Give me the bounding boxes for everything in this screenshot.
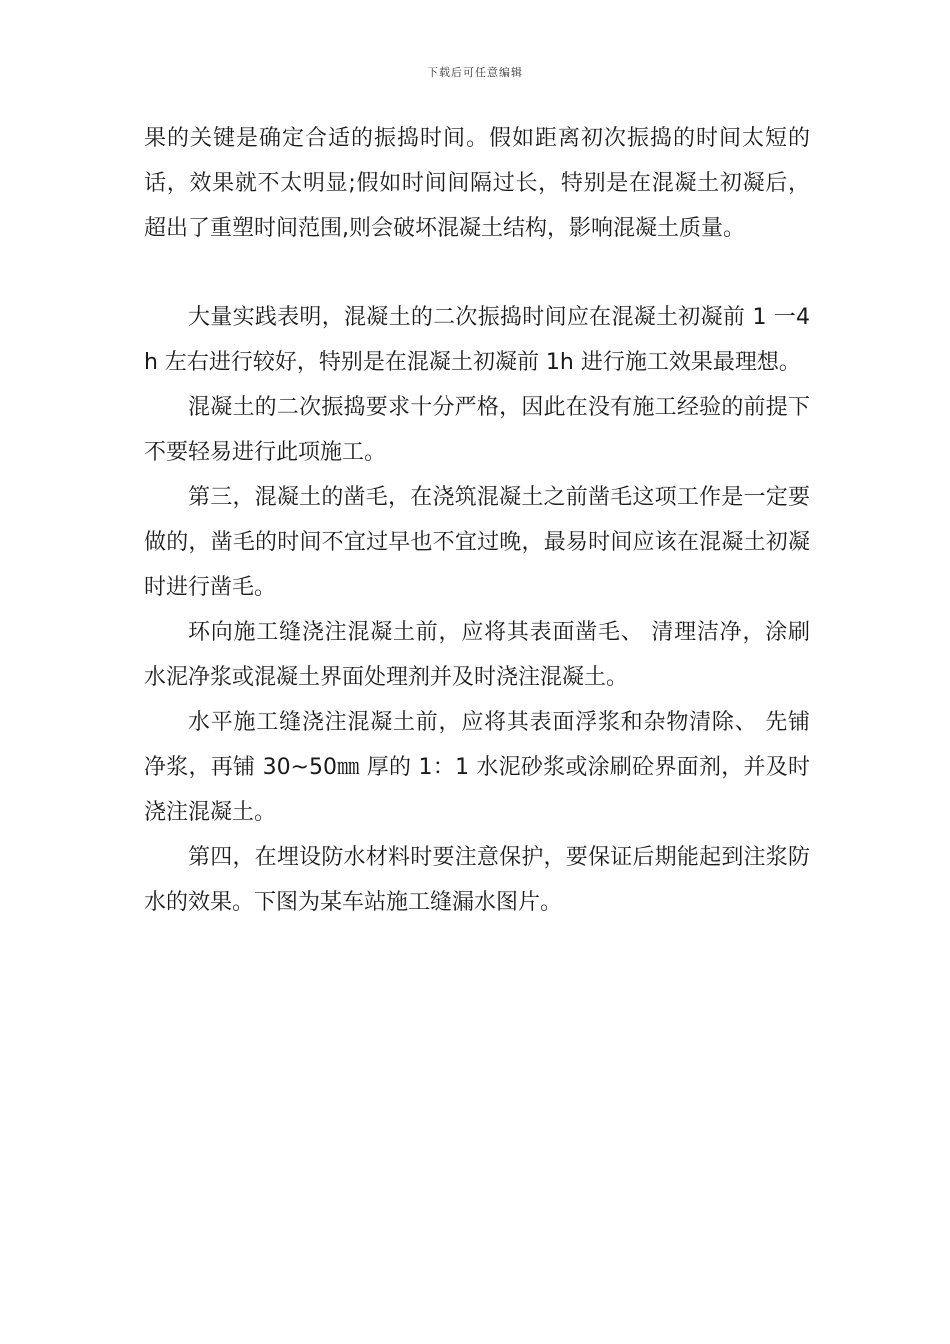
paragraph-third-roughening: 第三，混凝土的凿毛，在浇筑混凝土之前凿毛这项工作是一定要做的，凿毛的时间不宜过早也不宜过晚，最易时间应该在混凝土初凝时进行凿毛。 — [144, 485, 810, 600]
document-body — [144, 116, 810, 925]
paragraph-fourth-protection: 第四，在埋设防水材料时要注意保护，要保证后期能起到注浆防水的效果。下图为某车站施工缝漏水图片。 — [144, 845, 810, 915]
paragraph-horizontal-joint: 水平施工缝浇注混凝土前，应将其表面浮浆和杂物清除、 先铺净浆，再铺 30~50㎜ 厚的 1：1 水泥砂浆或涂刷砼界面剂，并及时浇注混凝土。 — [144, 710, 810, 825]
paragraph-circumferential-joint: 环向施工缝浇注混凝土前，应将其表面凿毛、 清理洁净，涂刷水泥净浆或混凝土界面处理剂并及时浇注混凝土。 — [144, 620, 810, 690]
page-header: 下载后可任意编辑 — [427, 66, 523, 79]
paragraph-practice-results: 大量实践表明，混凝土的二次振捣时间应在混凝土初凝前 1 一4h 左右进行较好，特别是在混凝土初凝前 1h 进行施工效果最理想。 — [144, 305, 810, 375]
paragraph-vibration-timing: 果的关键是确定合适的振捣时间。假如距离初次振捣的时间太短的话，效果就不太明显;假如时间间隔过长，特别是在混凝土初凝后，超出了重塑时间范围,则会破坏混凝土结构，影响混凝土质量。 — [144, 126, 810, 241]
paragraph-strict-requirements: 混凝土的二次振捣要求十分严格，因此在没有施工经验的前提下不要轻易进行此项施工。 — [144, 395, 810, 465]
